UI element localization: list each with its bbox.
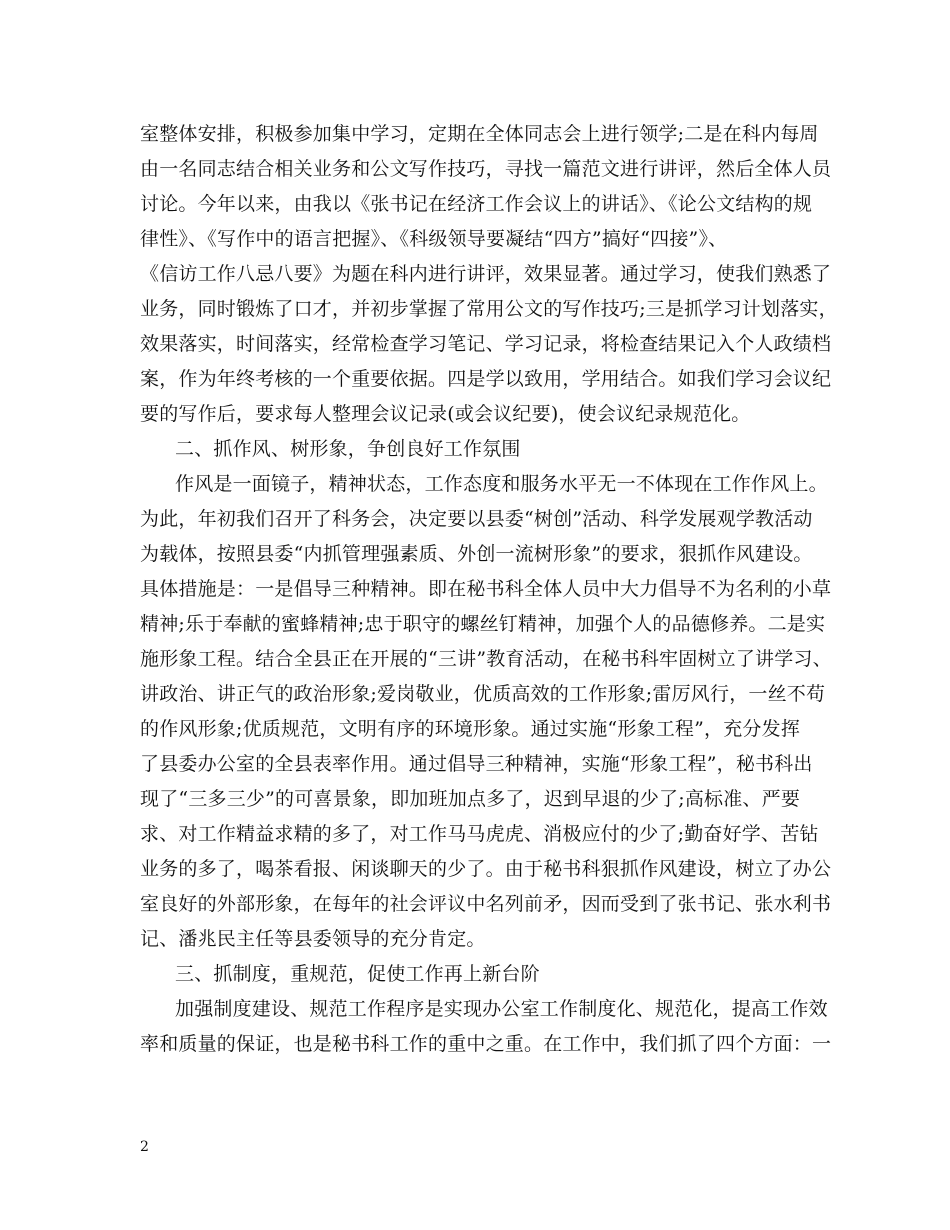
- body-text-line: 了县委办公室的全县表率作用。通过倡导三种精神，实施“形象工程”，秘书科出: [140, 753, 813, 775]
- body-text-line: 为此，年初我们召开了科务会，决定要以县委“树创”活动、科学发展观学教活动: [140, 508, 813, 530]
- body-text-line: 作风是一面镜子，精神状态，工作态度和服务水平无一不体现在工作作风上。: [175, 473, 828, 495]
- body-text-line: 业务，同时锻炼了口才，并初步掌握了常用公文的写作技巧;三是抓学习计划落实，: [140, 298, 838, 320]
- body-text-line: 案，作为年终考核的一个重要依据。四是学以致用，学用结合。如我们学习会议纪: [140, 368, 832, 390]
- section-heading: 二、抓作风、树形象，争创良好工作氛围: [175, 438, 521, 460]
- body-text-line: 求、对工作精益求精的多了，对工作马马虎虎、消极应付的少了;勤奋好学、苦钻: [140, 823, 819, 845]
- body-text-line: 室整体安排，积极参加集中学习，定期在全体同志会上进行领学;二是在科内每周: [140, 123, 819, 145]
- body-text-line: 讲政治、讲正气的政治形象;爱岗敬业，优质高效的工作形象;雷厉风行，一丝不苟: [140, 683, 826, 705]
- body-text-line: 现了“三多三少”的可喜景象，即加班加点多了，迟到早退的少了;高标准、严要: [140, 788, 801, 810]
- body-text-line: 具体措施是：一是倡导三种精神。即在秘书科全体人员中大力倡导不为名利的小草: [140, 578, 832, 600]
- body-text-line: 加强制度建设、规范工作程序是实现办公室工作制度化、规范化，提高工作效: [175, 998, 828, 1020]
- body-text-line: 要的写作后，要求每人整理会议记录(或会议纪要)，使会议纪录规范化。: [140, 403, 751, 425]
- body-text-line: 业务的多了，喝茶看报、闲谈聊天的少了。由于秘书科狠抓作风建设，树立了办公: [140, 858, 832, 880]
- body-text-line: 施形象工程。结合全县正在开展的“三讲”教育活动，在秘书科牢固树立了讲学习、: [140, 648, 832, 670]
- body-text-line: 率和质量的保证，也是秘书科工作的重中之重。在工作中，我们抓了四个方面：一: [140, 1033, 832, 1055]
- body-text-line: 效果落实，时间落实，经常检查学习笔记、学习记录，将检查结果记入个人政绩档: [140, 333, 832, 355]
- body-text-line: 律性》、《写作中的语言把握》、《科级领导要凝结“四方”搞好“四接”》、: [140, 228, 728, 250]
- body-text-line: 室良好的外部形象，在每年的社会评议中名列前矛，因而受到了张书记、张水利书: [140, 893, 832, 915]
- body-text-line: 的作风形象;优质规范，文明有序的环境形象。通过实施“形象工程”，充分发挥: [140, 718, 801, 740]
- page-number: 2: [140, 1139, 149, 1155]
- section-heading: 三、抓制度，重规范，促使工作再上新台阶: [175, 963, 540, 985]
- body-text-line: 《信访工作八忌八要》为题在科内进行讲评，效果显著。通过学习，使我们熟悉了: [140, 263, 832, 285]
- body-text-line: 由一名同志结合相关业务和公文写作技巧，寻找一篇范文进行讲评，然后全体人员: [140, 158, 832, 180]
- body-text-line: 记、潘兆民主任等县委领导的充分肯定。: [140, 928, 486, 950]
- body-text-line: 精神;乐于奉献的蜜蜂精神;忠于职守的螺丝钉精神，加强个人的品德修养。二是实: [140, 613, 826, 635]
- body-text-line: 讨论。今年以来，由我以《张书记在经济工作会议上的讲话》、《论公文结构的规: [140, 193, 813, 215]
- body-text-line: 为载体，按照县委“内抓管理强素质、外创一流树形象”的要求，狠抓作风建设。: [140, 543, 813, 565]
